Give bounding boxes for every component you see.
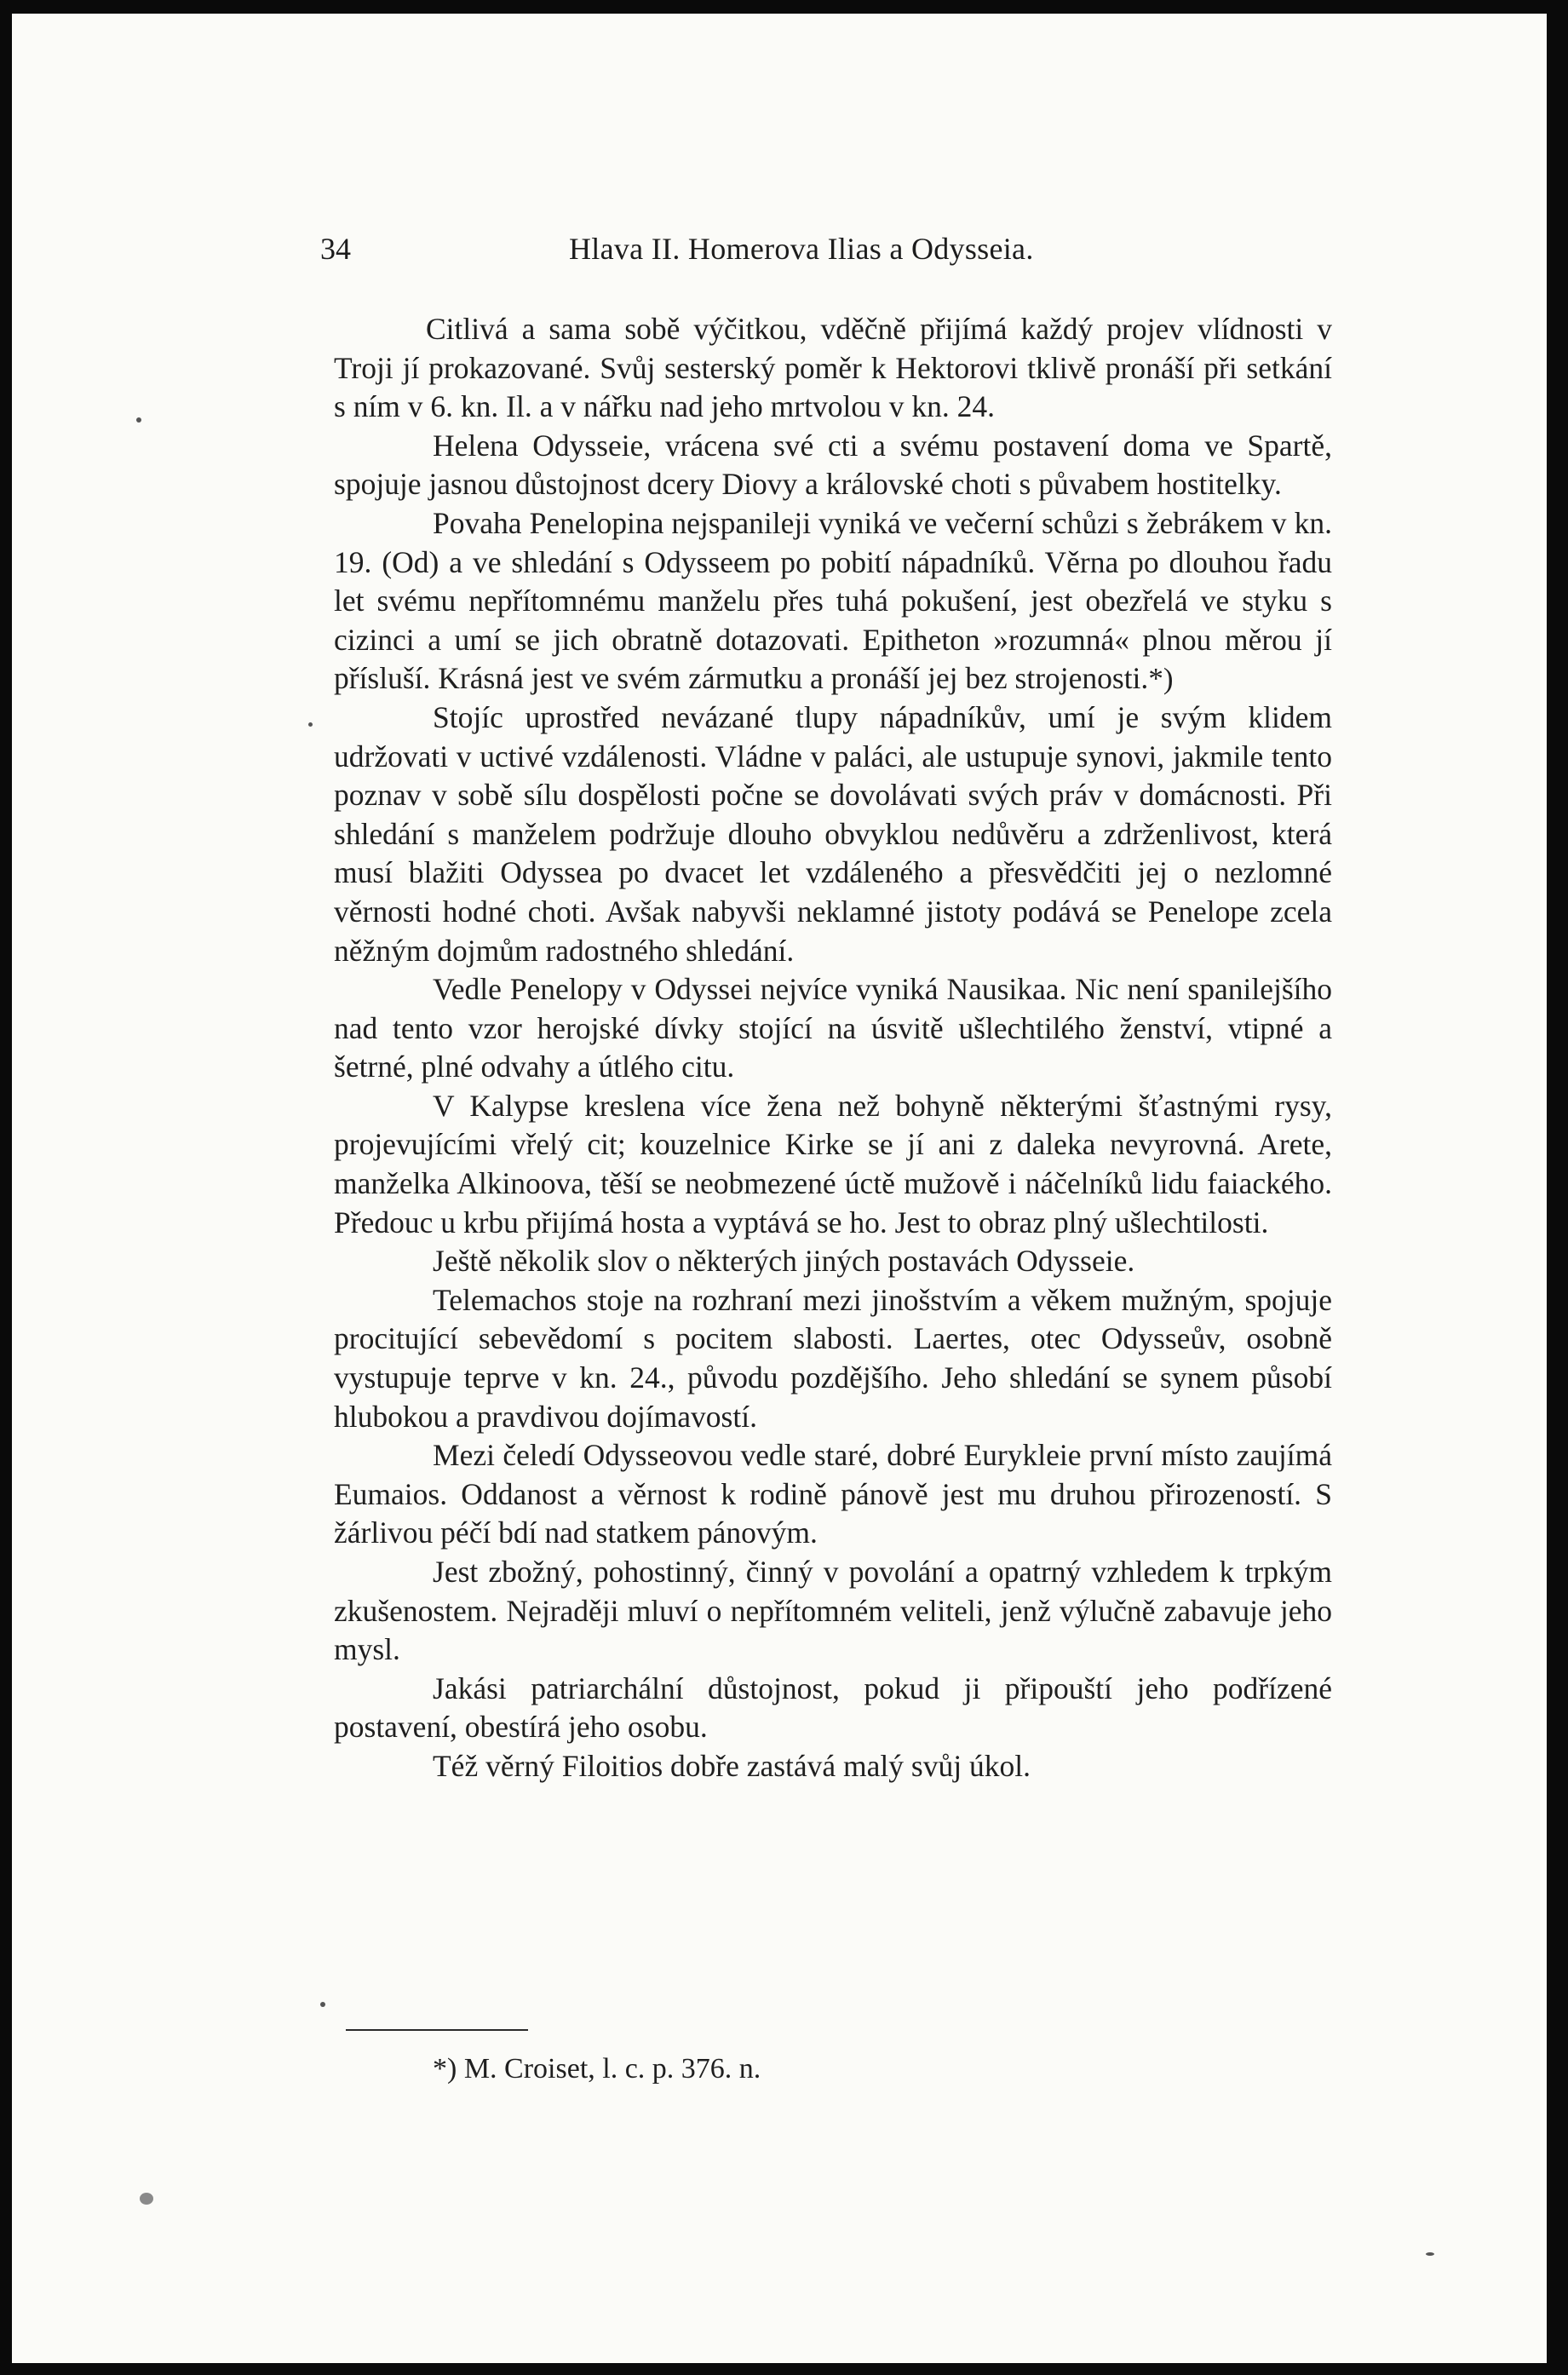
footnote: *) M. Croiset, l. c. p. 376. n. [433,2053,761,2085]
paragraph-text: Též věrný Filoitios dobře zastává malý svůj úkol. [433,1748,1031,1783]
paragraph-filoitios [334,1747,1332,1786]
paper-speck [1426,2252,1434,2256]
paragraph-text: Povaha Penelopina nejspanileji vyniká ve večerní schůzi s žebrákem v kn. 19. (Od) a ve shledání s Odysseem po pobití nápadníků. Věrna po dlouhou řadu let svému nepřítomnému manželu přes tuhá pokušení, jest obezřelá ve styku s cizinci a umí se jich obratně dotazovati. Epitheton »rozumná« plnou měrou jí přísluší. Krásná jest ve svém zármutku a pronáší jej bez strojenosti. [334,505,1332,696]
paragraph-eumaios-character [334,1553,1332,1670]
paragraph-text: Telemachos stoje na rozhraní mezi jinošstvím a věkem mužným, spojuje procitující sebevědomí s pocitem slabosti. Laertes, otec Odysseův, osobně vystupuje teprve v kn. 24., původu pozdějšího. Jeho shledání se synem působí hlubokou a pravdivou dojímavostí. [334,1282,1332,1434]
paragraph-kalypso [334,1087,1332,1242]
running-header [320,231,1342,273]
paragraph-text: Mezi čeledí Odysseovou vedle staré, dobré Eurykleie první místo zaujímá Eumaios. Oddanost a věrnost k rodině pánově jest mu druhou přirozeností. S žárlivou péčí bdí nad statkem pánovým. [334,1438,1332,1550]
book-page [12,14,1547,2363]
paragraph-eumaios-dignity [334,1670,1332,1747]
footnote-divider [346,2029,528,2031]
body-text [334,310,1332,1786]
paragraph-telemachos [334,1281,1332,1436]
paragraph-penelope [334,504,1332,699]
paragraph-nausikaa [334,970,1332,1087]
paragraph-helena [334,427,1332,504]
paragraph-text: Jest zbožný, pohostinný, činný v povolání a opatrný vzhledem k trpkým zkušenostem. Nejraději mluví o nepřítomném veliteli, jenž výlučně zabavuje jeho mysl. [334,1555,1332,1667]
paper-speck [308,722,313,727]
running-title: Hlava II. Homerova Ilias a Odysseia. [569,232,1034,266]
paragraph-text: Stojíc uprostřed nevázané tlupy nápadníkův, umí je svým klidem udržovati v uctivé vzdálenosti. Vládne v paláci, ale ustupuje synovi, jakmile tento poznav v sobě sílu dospělosti počne se dovolávati svých práv v domácnosti. Při shledání s manželem podržuje dlouho obvyklou nedůvěru a zdrženlivost, která musí blažiti Odyssea po dvacet let vzdáleného a přesvědčiti jej o nezlomné věrnosti hodné choti. Avšak nabyvši neklamné jistoty podává se Penelope zcela něžným dojmům radostného shledání. [334,699,1332,968]
paragraph-other-characters [334,1242,1332,1281]
paragraph-text: Ještě několik slov o některých jiných postavách Odysseie. [433,1244,1135,1279]
paragraph-text: Citlivá a sama sobě výčitkou, vděčně přijímá každý projev vlídnosti v Troji jí prokazované. Svůj sesterský poměr k Hektorovi tklivě pronáší při setkání s ním v 6. kn. Il. a v nářku nad jeho mrtvolou v kn. 24. [334,312,1332,424]
paragraph-eumaios [334,1436,1332,1553]
page-number: 34 [320,232,351,266]
paragraph-andromache [334,310,1332,427]
paragraph-penelope-suitors [334,699,1332,970]
paragraph-text: Vedle Penelopy v Odyssei nejvíce vyniká Nausikaa. Nic není spanilejšího nad tento vzor herojské dívky stojící na úsvitě ušlechtilého ženství, vtipné a šetrné, plné odvahy a útlého citu. [334,972,1332,1084]
paragraph-text: Helena Odysseie, vrácena své cti a svému postavení doma ve Spartě, spojuje jasnou důstojnost dcery Diovy a královské choti s půvabem hostitelky. [334,428,1332,502]
paragraph-text: Jakási patriarchální důstojnost, pokud ji připouští jeho podřízené postavení, obestírá jeho osobu. [334,1671,1332,1745]
footnote-reference: *) [1148,662,1174,696]
paper-speck [140,2193,153,2205]
paragraph-text: V Kalypse kreslena více žena než bohyně některými šťastnými rysy, projevujícími vřelý cit; kouzelnice Kirke se jí ani z daleka nevyrovná. Arete, manželka Alkinoova, těší se neobmezené úctě mužově i náčelníků lidu faiackého. Předouc u krbu přijímá hosta a vyptává se ho. Jest to obraz plný ušlechtilosti. [334,1088,1332,1239]
paper-speck [320,2002,325,2007]
paper-speck [136,417,141,423]
